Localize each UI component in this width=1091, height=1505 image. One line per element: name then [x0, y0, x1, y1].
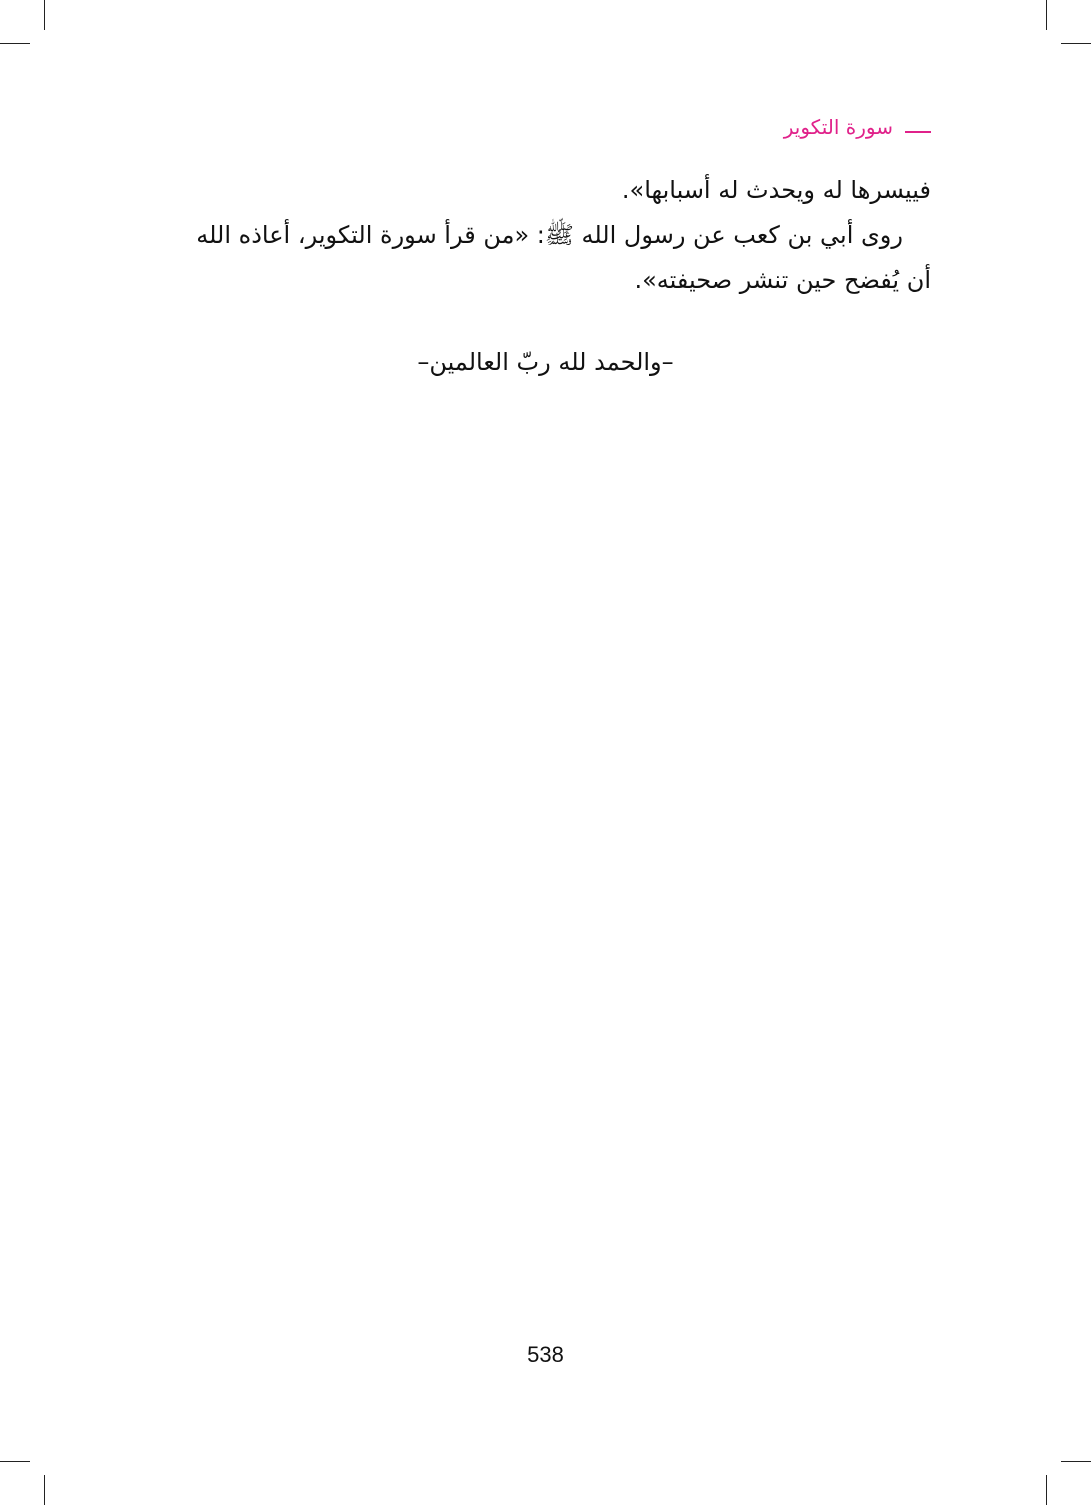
closing-praise: –والحمد لله ربّ العالمين– — [417, 348, 674, 376]
crop-mark-top-left-horizontal — [0, 43, 30, 44]
page-number: 538 — [527, 1342, 564, 1367]
crop-mark-top-right-horizontal — [1061, 43, 1091, 44]
crop-mark-bottom-left-horizontal — [0, 1461, 30, 1462]
body-text — [156, 168, 931, 303]
running-title: سورة التكوير — [783, 115, 893, 139]
crop-mark-bottom-right-vertical — [1046, 1475, 1047, 1505]
running-header — [784, 112, 931, 142]
body-line: فييسرها له ويحدث له أسبابها». — [621, 176, 931, 204]
body-line: أن يُفضح حين تنشر صحيفته». — [634, 266, 931, 294]
crop-mark-top-right-vertical — [1046, 0, 1047, 30]
crop-mark-bottom-left-vertical — [44, 1475, 45, 1505]
crop-mark-bottom-right-horizontal — [1061, 1461, 1091, 1462]
body-line: روى أبي بن كعب عن رسول الله ﷺ: «من قرأ سورة التكوير، أعاذه الله — [196, 221, 903, 249]
header-rule — [905, 131, 931, 133]
crop-mark-top-left-vertical — [44, 0, 45, 30]
